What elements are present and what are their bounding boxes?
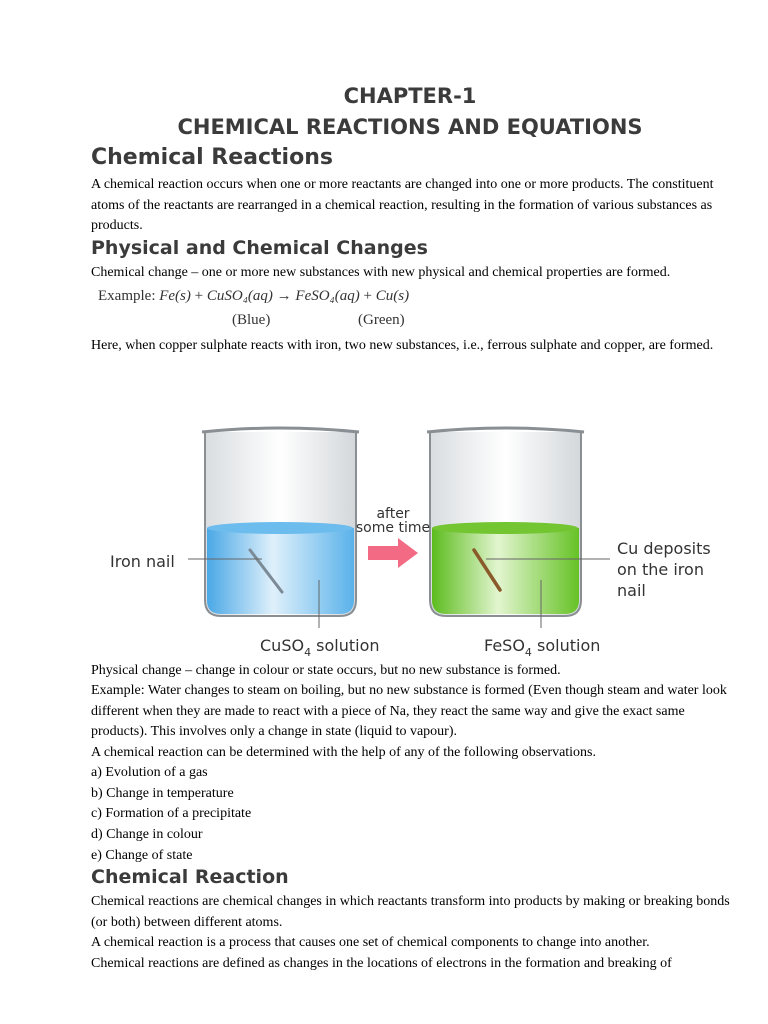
equation-plus-2: + <box>363 288 372 304</box>
observations-intro: A chemical reaction can be determined with the help of any of the following observations. <box>91 745 597 760</box>
explanation-paragraph: Here, when copper sulphate reacts with iron, two new substances, i.e., ferrous sulphate and copper, are formed. <box>91 338 714 353</box>
chapter-title: CHEMICAL REACTIONS AND EQUATIONS <box>177 115 643 139</box>
equation-prefix: Example: <box>98 288 156 304</box>
beaker-figure <box>100 420 730 660</box>
observation-item: c) Formation of a precipitate <box>91 806 252 821</box>
label-cu-deposits-1: Cu deposits <box>617 539 711 558</box>
observation-item: a) Evolution of a gas <box>91 765 208 780</box>
section-heading-physical-chemical-changes: Physical and Chemical Changes <box>91 237 428 259</box>
equation-arrow: → <box>276 288 292 304</box>
section1-paragraph: A chemical reaction occurs when one or more reactants are changed into one or more products. The constituent atoms of the reactants are rearranged in a chemical reaction, resulting in the formation of various substances as products. <box>91 177 714 234</box>
chemical-equation <box>98 288 409 305</box>
chemical-change-definition: Chemical change – one or more new substances with new physical and chemical properties are formed. <box>91 265 671 280</box>
cuso4-solution-liquid <box>207 528 354 614</box>
reaction-arrow <box>368 538 418 568</box>
section-heading-chemical-reaction: Chemical Reaction <box>91 866 289 888</box>
chemical-reaction-paragraph-3: Chemical reactions are defined as changes in the locations of electrons in the formation and breaking of <box>91 956 672 971</box>
chemical-reaction-paragraph-1: Chemical reactions are chemical changes in which reactants transform into products by making or breaking bonds (or both) between different atoms. <box>91 894 730 930</box>
label-cu-deposits-2: on the iron <box>617 560 704 579</box>
equation-product-1: FeSO₄(aq) <box>295 288 360 304</box>
equation-reactant-2: CuSO₄(aq) <box>206 288 273 304</box>
equation-product-2: Cu(s) <box>375 288 410 304</box>
observation-item: d) Change in colour <box>91 827 203 842</box>
label-feso4-solution: FeSO$_4$ solution <box>484 636 601 659</box>
observation-item: b) Change in temperature <box>91 786 234 801</box>
beaker-cuso4 <box>202 428 359 616</box>
feso4-solution-liquid <box>432 528 579 614</box>
section-heading-chemical-reactions: Chemical Reactions <box>91 145 333 170</box>
label-cu-deposits-3: nail <box>617 581 646 600</box>
label-after: after <box>376 506 410 522</box>
label-iron-nail: Iron nail <box>110 552 175 571</box>
label-some-time: some time <box>355 520 431 536</box>
chemical-reaction-paragraph-2: A chemical reaction is a process that causes one set of chemical components to change into another. <box>91 935 650 950</box>
equation-label-blue: (Blue) <box>232 312 271 328</box>
equation-reactant-1: Fe(s) <box>159 288 191 304</box>
chapter-number: CHAPTER-1 <box>343 84 477 108</box>
physical-change-example: Example: Water changes to steam on boiling, but no new substance is formed (Even though steam and water look different when they are made to react with a piece of Na, they react the same way and give the exact same products). This involves only a change in state (liquid to vapour). <box>91 683 727 740</box>
observation-item: e) Change of state <box>91 848 193 863</box>
physical-change-definition: Physical change – change in colour or state occurs, but no new substance is formed. <box>91 663 561 678</box>
label-cuso4-solution: CuSO$_4$ solution <box>260 636 380 659</box>
equation-plus-1: + <box>194 288 204 304</box>
beaker-feso4 <box>427 428 584 616</box>
equation-label-green: (Green) <box>358 312 405 328</box>
